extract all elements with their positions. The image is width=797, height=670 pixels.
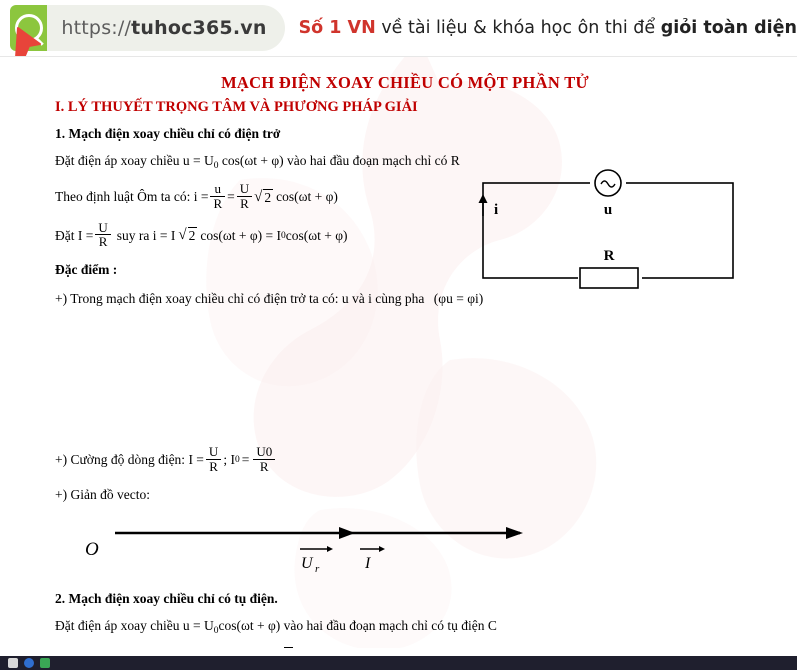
part-1-intro-formula: u = U: [182, 153, 214, 168]
fraction-numerator: u: [214, 181, 222, 197]
bullet-2-prefix: +) Cường độ dòng điện: I =: [55, 452, 204, 468]
part-2-heading: 2. Mạch điện xoay chiều chỉ có tụ điện.: [55, 590, 278, 606]
fraction-u-over-r: [210, 182, 225, 210]
ohm-law-prefix: Theo định luật Ôm ta có: i =: [55, 189, 209, 205]
bullet-1: [55, 289, 755, 309]
radical-sign: √: [254, 188, 263, 205]
fraction-numerator: U: [98, 219, 108, 235]
part-2-intro-b: vào hai đầu đoạn mạch chỉ có tụ điện C: [280, 617, 497, 633]
section-heading: I. LÝ THUYẾT TRỌNG TÂM VÀ PHƯƠNG PHÁP GIẢI: [55, 99, 418, 115]
taskbar-browser-icon[interactable]: [24, 658, 34, 668]
part-2-intro-formula2: cos(ωt + φ): [218, 617, 281, 633]
fraction-U-over-R: [237, 182, 252, 210]
fraction-denominator: R: [95, 234, 110, 249]
part-1-intro-b: vào hai đầu đoạn mạch chỉ có R: [283, 153, 460, 168]
tagline-prefix: Số 1 VN: [298, 18, 376, 38]
set-cos-2: cos(ωt + φ): [285, 227, 348, 243]
fraction-denominator: R: [237, 196, 252, 211]
fraction-denominator: R: [210, 196, 225, 211]
bullet-2-equals: =: [241, 452, 250, 468]
fraction-U-over-R-2: [95, 221, 110, 249]
url-prefix: https://: [61, 17, 132, 39]
os-taskbar[interactable]: [0, 656, 797, 670]
part-1-intro-formula2: cos(ωt + φ): [218, 153, 284, 168]
part-2-intro-a: Đặt điện áp xoay chiều: [55, 617, 183, 633]
part-1-heading: 1. Mạch điện xoay chiều chỉ có điện trở: [55, 126, 281, 141]
bullet-2: [55, 446, 755, 474]
fraction-numerator: U: [208, 444, 219, 460]
svg-text:U: U: [301, 554, 313, 572]
set-sub-0: 0: [280, 230, 286, 241]
bullet-1-paren: (φu = φi): [433, 291, 484, 307]
site-url[interactable]: [47, 5, 284, 51]
ohm-equals: =: [227, 189, 235, 205]
taskbar-start-icon[interactable]: [8, 658, 18, 668]
page-title: MẠCH ĐIỆN XOAY CHIỀU CÓ MỘT PHẦN TỬ: [221, 73, 589, 92]
radicand: 2: [188, 228, 196, 244]
features-label: Đặc điểm :: [55, 261, 118, 277]
cos-expression: cos(ωt + φ): [276, 189, 338, 205]
bullet-3: +) Giản đồ vecto:: [55, 486, 150, 502]
svg-text:O: O: [85, 538, 99, 560]
radical-sign: √: [178, 227, 187, 244]
set-mid: suy ra i = I: [116, 227, 176, 243]
mouse-cursor-arrow-icon: [14, 22, 48, 57]
part-1-intro-sub: 0: [213, 161, 219, 171]
tagline-suffix: giỏi toàn diện: [660, 18, 797, 38]
bullet-2-semicolon: ; I: [223, 452, 235, 468]
part-2-intro-sub: 0: [213, 625, 219, 636]
part-1-intro-a: Đặt điện áp xoay chiều: [55, 153, 183, 168]
svg-text:r: r: [315, 562, 320, 575]
bullet-2-sub-0: 0: [234, 455, 240, 466]
fraction-denominator: R: [253, 459, 275, 474]
bullet-1-text: +) Trong mạch điện xoay chiều chỉ có điện trở ta có: u và i cùng pha: [55, 291, 425, 307]
site-header: [0, 0, 797, 57]
svg-text:u: u: [603, 202, 613, 218]
site-tagline: [299, 18, 797, 38]
vector-diagram: [55, 517, 755, 577]
part-2-intro: [55, 616, 755, 638]
svg-text:R: R: [603, 248, 615, 264]
svg-text:i: i: [494, 202, 499, 218]
fraction-U-over-R-3: [206, 445, 221, 473]
set-cos-1: cos(ωt + φ) = I: [200, 227, 281, 243]
tagline-mid: về tài liệu & khóa học ôn thi để: [375, 18, 661, 38]
part-1-intro: [55, 151, 755, 173]
svg-text:I: I: [365, 554, 371, 572]
fraction-numerator: U: [239, 181, 250, 197]
ohm-law-equation: [55, 183, 755, 211]
set-prefix: Đặt I =: [55, 227, 94, 243]
fraction-U0-over-R: [253, 445, 275, 473]
url-domain: tuhoc365.vn: [131, 17, 267, 39]
taskbar-app-icon[interactable]: [40, 658, 50, 668]
fraction-denominator: R: [206, 459, 221, 474]
document-body: [0, 57, 797, 670]
radicand: 2: [264, 189, 272, 205]
part-2-intro-formula: u = U: [182, 617, 214, 633]
fraction-numerator: U0: [256, 444, 273, 460]
set-I-equation: [55, 219, 755, 250]
